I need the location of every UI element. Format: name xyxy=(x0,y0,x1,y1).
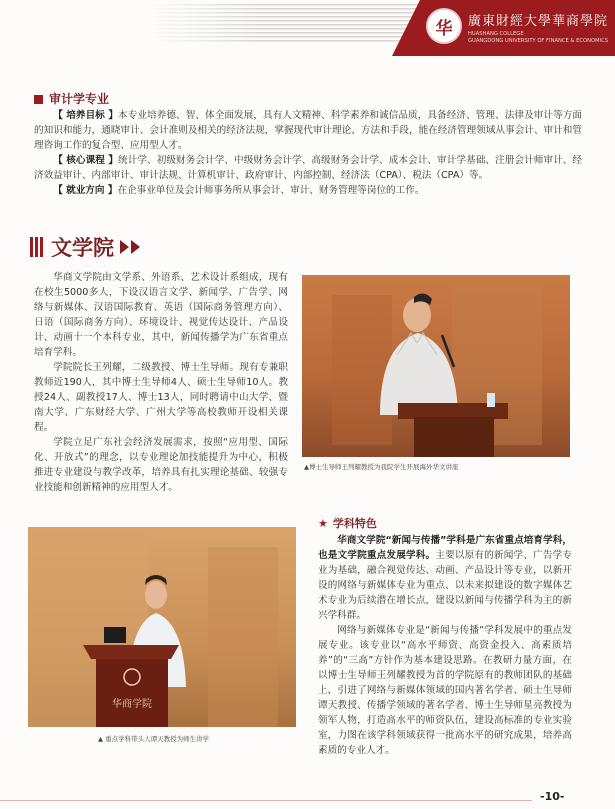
page-number: -10- xyxy=(540,790,565,803)
feature-body xyxy=(318,533,572,758)
intro-paragraph-1: 华商文学院由文学系、外语系、艺术设计系组成，现有在校生5000多人，下设汉语言文学、新闻学、广告学、网络与新媒体、汉语国际教育、英语（国际商务管理方向）、日语（国际商务方向）、环境设计、视觉传达设计、产品设计、动画十一个本科专业，其中，新闻传播学为广东省重点培育学科。 xyxy=(34,272,288,358)
audit-career xyxy=(34,183,582,198)
school-seal-icon: 华 xyxy=(426,8,462,44)
audit-goal xyxy=(34,108,582,153)
school-name-en xyxy=(468,31,608,45)
footer-rule xyxy=(0,800,532,801)
feature-paragraph-2: 网络与新媒体专业是“新闻与传播”学科发展中的重点发展专业。该专业以“高水平师资、高资金投入、高素质培养”的“三高”方针作为基本建设思路。在教研力量方面，在以博士生导师王列耀教授为首的学院原有的教师团队的基础上，引进了网络与新媒体领域的国内著名学者、硕士生导师谭天教授、传播学领域的著名学者、博士生导师星亮教授为领军人物，打造高水平的师资队伍，建设高标准的专业实验室，力图在该学科领域获得一批高水平的研究成果，培养高素质的专业人才。 xyxy=(318,625,572,756)
feature-lead: 华商文学院“新闻与传播”学科是广东省重点培育学科，也是文学院重点发展学科。 xyxy=(318,535,572,561)
audit-core-text: 统计学、初级财务会计学、中级财务会计学、高级财务会计学、成本会计、审计学基础、注册会计师审计、经济效益审计、内部审计、审计法规、计算机审计、政府审计、内部控制、经济法（CPA）、税法（CPA）等。 xyxy=(34,155,583,181)
page-header xyxy=(0,0,615,58)
podium-text: 华商学院 xyxy=(112,699,152,710)
audit-heading-text: 审计学专业 xyxy=(49,92,110,106)
podium-photo-art xyxy=(28,527,296,727)
arrow-icon xyxy=(120,240,129,254)
audit-core xyxy=(34,153,582,183)
audit-career-label: 【 就业方向 】 xyxy=(53,185,118,196)
audit-goal-label: 【 培养目标 】 xyxy=(53,110,119,121)
intro-paragraph-3: 学院立足广东社会经济发展需求，按照“应用型、国际化、开放式”的理念，以专业理论加技能提升为中心，积极推进专业建设与教学改革，培养具有扎实理论基础、较强专业技能和创新精神的应用型人才。 xyxy=(34,437,288,493)
podium-photo-caption: ▲ 重点学科带头人谭天教授为师生讲学 xyxy=(98,735,210,743)
audit-body xyxy=(34,108,582,198)
feature-text-1: 主要以原有的新闻学、广告学专业为基础，融合视觉传达、动画、产品设计等专业，以新开设的网络与新媒体专业为重点、以未来拟建设的数字媒体艺术专业为后续潜在增长点，建设以新闻与传播学科为主的新兴学科群。 xyxy=(318,550,573,621)
lecture-photo xyxy=(302,275,570,457)
feature-paragraph-1 xyxy=(318,533,572,623)
title-bars-icon xyxy=(30,237,45,257)
college-intro xyxy=(34,270,288,495)
audit-career-text: 在企事业单位及会计师事务所从事会计、审计、财务管理等岗位的工作。 xyxy=(117,185,425,196)
audit-heading xyxy=(34,90,109,107)
lecture-photo-art xyxy=(302,275,570,457)
feature-heading-text: 学科特色 xyxy=(332,517,377,530)
college-title xyxy=(30,232,140,262)
school-name-cn: 廣東財經大學華商學院 xyxy=(468,14,609,29)
audit-core-label: 【 核心课程 】 xyxy=(53,155,119,166)
intro-paragraph-2: 学院院长王列耀，二级教授、博士生导师。现有专兼职教师近190人，其中博士生导师4人、硕士生导师10人。教授24人、副教授17人、博士13人，同时聘请中山大学、暨南大学、广东财经大学、广州大学等高校教师开设相关课程。 xyxy=(34,362,288,433)
school-name-en-line2: GUANGDONG UNIVERSITY OF FINANCE & ECONOMICS xyxy=(468,38,608,44)
podium-photo xyxy=(28,527,296,727)
header-stripes xyxy=(150,4,420,44)
arrow-icon xyxy=(131,240,140,254)
audit-goal-text: 本专业培养德、智、体全面发展，具有人文精神、科学素养和诚信品质，具备经济、管理、法律及审计等方面的知识和能力，通晓审计、会计准则及相关的经济法规，掌握现代审计理论、方法和手段，能在经济管理领域从事会计、审计和管理咨询工作的复合型、应用型人才。 xyxy=(34,110,583,151)
feature-heading xyxy=(318,515,377,531)
college-title-text: 文学院 xyxy=(51,236,114,260)
square-bullet-icon xyxy=(34,95,43,104)
lecture-photo-caption: ▲博士生导师王列耀教授为我院学生开展海外华文讲座 xyxy=(304,463,459,471)
star-icon: ★ xyxy=(318,517,328,530)
school-name-en-line1: HUASHANG COLLEGE xyxy=(468,31,524,37)
